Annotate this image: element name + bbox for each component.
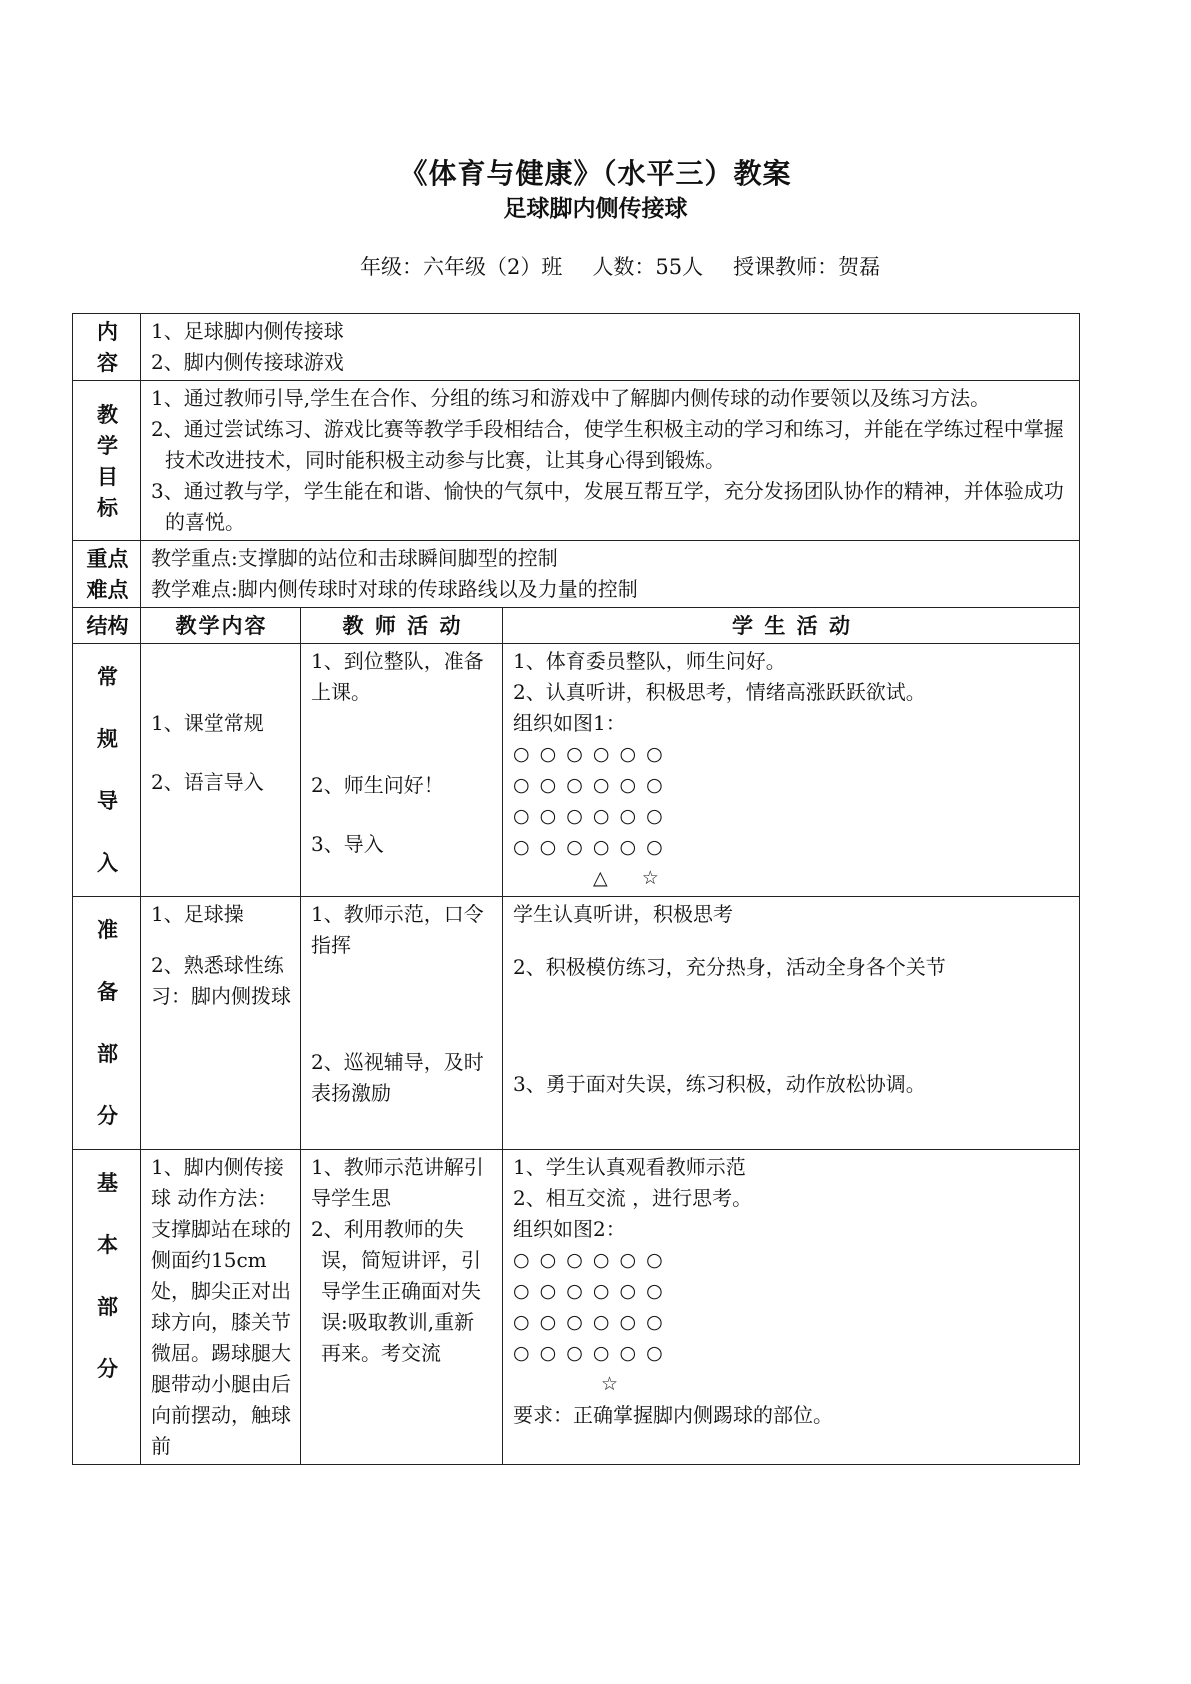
prep-student <box>503 897 1080 1150</box>
routine-row <box>73 644 1080 897</box>
lesson-plan-table <box>72 313 1080 1465</box>
formation-marks: ☆ <box>601 1373 621 1395</box>
prep-teacher-item: 1、教师示范，口令指挥 <box>311 902 484 957</box>
basic-student <box>503 1150 1080 1465</box>
prep-row <box>73 897 1080 1150</box>
key-points-items <box>141 541 1080 608</box>
routine-content-item: 2、语言导入 <box>151 770 264 794</box>
objective-item: 1、通过教师引导,学生在合作、分组的练习和游戏中了解脚内侧传球的动作要领以及练习方法。 <box>151 386 991 410</box>
objectives-label: 教 学 目 标 <box>73 381 141 541</box>
difficulty-text: 教学难点:脚内侧传球时对球的传球路线以及力量的控制 <box>151 577 638 601</box>
prep-content-item: 2、熟悉球性练习：脚内侧拨球 <box>151 953 291 1008</box>
content-item: 1、足球脚内侧传接球 <box>151 319 344 343</box>
teacher-name: 授课教师：贺磊 <box>733 255 881 279</box>
basic-label: 基 本 部 分 <box>73 1150 141 1465</box>
formation-marks: △ ☆ <box>593 867 661 889</box>
objective-item: 3、通过教与学，学生能在和谐、愉快的气氛中，发展互帮互学，充分发扬团队协作的精神，并体验成功的喜悦。 <box>151 479 1064 534</box>
routine-teacher-item: 1、到位整队，准备上课。 <box>311 649 484 704</box>
objectives-items <box>141 381 1080 541</box>
column-header-row <box>73 608 1080 644</box>
requirement-text: 要求：正确掌握脚内侧踢球的部位。 <box>513 1403 833 1427</box>
student-count: 人数：55人 <box>592 255 704 279</box>
content-items <box>141 314 1080 381</box>
header-structure: 结构 <box>73 608 141 644</box>
prep-content <box>141 897 301 1150</box>
grade-label: 年级：六年级（2）班 <box>360 255 563 279</box>
focus-text: 教学重点:支撑脚的站位和击球瞬间脚型的控制 <box>151 546 558 570</box>
prep-student-item: 3、勇于面对失误，练习积极，动作放松协调。 <box>513 1072 926 1096</box>
basic-row <box>73 1150 1080 1465</box>
basic-content-text: 1、脚内侧传接球 动作方法：支撑脚站在球的侧面约15cm处，脚尖正对出球方向，膝关节微屈。踢球腿大腿带动小腿由后向前摆动，触球前 <box>151 1155 291 1458</box>
basic-student-item: 2、相互交流 ，进行思考。 <box>513 1186 753 1210</box>
formation-row: ○ ○ ○ ○ ○ ○ <box>513 1342 665 1364</box>
key-points-label: 重点 难点 <box>73 541 141 608</box>
formation-row: ○ ○ ○ ○ ○ ○ <box>513 743 665 765</box>
routine-student-item: 2、认真听讲，积极思考，情绪高涨跃跃欲试。 <box>513 680 926 704</box>
formation-row: ○ ○ ○ ○ ○ ○ <box>513 1311 665 1333</box>
prep-content-item: 1、足球操 <box>151 902 244 926</box>
prep-student-item: 学生认真听讲，积极思考 <box>513 902 733 926</box>
formation-row: ○ ○ ○ ○ ○ ○ <box>513 1280 665 1302</box>
formation-row: ○ ○ ○ ○ ○ ○ <box>513 805 665 827</box>
prep-teacher-item: 2、巡视辅导，及时表扬激励 <box>311 1050 484 1105</box>
routine-teacher-item: 2、师生问好！ <box>311 773 444 797</box>
lesson-meta <box>360 251 910 281</box>
basic-student-item: 组织如图2： <box>513 1217 626 1241</box>
basic-student-item: 1、学生认真观看教师示范 <box>513 1155 746 1179</box>
routine-label: 常 规 导 入 <box>73 644 141 897</box>
basic-teacher-item: 1、教师示范讲解引导学生思 <box>311 1155 484 1210</box>
document-title: 《体育与健康》（水平三）教案 <box>399 157 792 190</box>
prep-student-item: 2、积极模仿练习，充分热身，活动全身各个关节 <box>513 955 946 979</box>
routine-student-item: 1、体育委员整队，师生问好。 <box>513 649 786 673</box>
routine-teacher <box>301 644 503 897</box>
formation-row: ○ ○ ○ ○ ○ ○ <box>513 1249 665 1271</box>
objectives-row <box>73 381 1080 541</box>
content-label: 内 容 <box>73 314 141 381</box>
prep-teacher <box>301 897 503 1150</box>
routine-content-item: 1、课堂常规 <box>151 711 264 735</box>
header-teacher: 教 师 活 动 <box>301 608 503 644</box>
basic-content <box>141 1150 301 1465</box>
routine-student <box>503 644 1080 897</box>
lesson-subtitle: 足球脚内侧传接球 <box>503 195 688 222</box>
header-content: 教学内容 <box>141 608 301 644</box>
header-student: 学 生 活 动 <box>503 608 1080 644</box>
routine-teacher-item: 3、导入 <box>311 832 384 856</box>
routine-content <box>141 644 301 897</box>
objective-item: 2、通过尝试练习、游戏比赛等教学手段相结合，使学生积极主动的学习和练习，并能在学练过程中掌握技术改进技术，同时能积极主动参与比赛，让其身心得到锻炼。 <box>151 417 1064 472</box>
key-points-row <box>73 541 1080 608</box>
basic-teacher <box>301 1150 503 1465</box>
formation-row: ○ ○ ○ ○ ○ ○ <box>513 774 665 796</box>
prep-label: 准 备 部 分 <box>73 897 141 1150</box>
content-row <box>73 314 1080 381</box>
basic-teacher-item: 2、利用教师的失误，简短讲评，引导学生正确面对失误:吸取教训,重新再来。考交流 <box>311 1217 481 1365</box>
content-item: 2、脚内侧传接球游戏 <box>151 350 344 374</box>
formation-row: ○ ○ ○ ○ ○ ○ <box>513 836 665 858</box>
routine-student-item: 组织如图1： <box>513 711 626 735</box>
